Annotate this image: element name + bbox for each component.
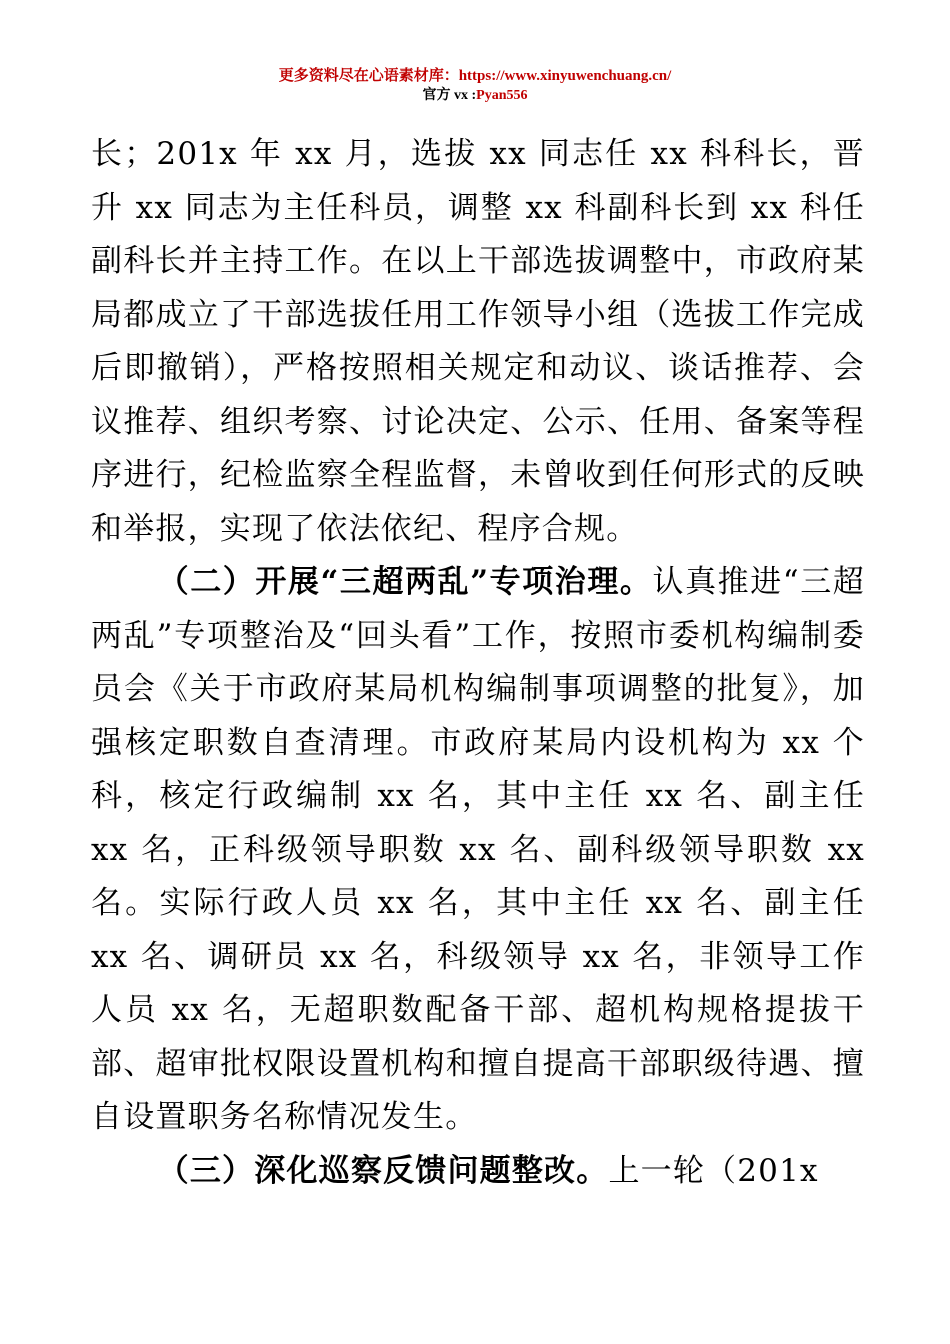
paragraph-3 <box>91 1145 865 1199</box>
header-promo-line: 更多资料尽在心语素材库：https://www.xinyuwenchuang.cn/ <box>278 68 672 84</box>
paragraph-2 <box>91 556 865 1145</box>
header-contact-label: 官方 vx : <box>422 88 477 103</box>
paragraph-1-text: 长；201x 年 xx 月，选拔 xx 同志任 xx 科科长，晋升 xx 同志为主任科员，调整 xx 科副科长到 xx 科任副科长并主持工作。在以上干部选拔调整中，市政府某局都成立了干部选拔任用工作领导小组（选拔工作完成后即撤销），严格按照相关规定和动议、谈话推荐、会议推荐、组织考察、讨论决定、公示、任用、备案等程序进行，纪检监察全程监督，未曾收到任何形式的反映和举报，实现了依法依纪、程序合规。 <box>91 136 865 547</box>
paragraph-1 <box>91 128 865 556</box>
paragraph-3-text: 上一轮（201x <box>608 1152 819 1189</box>
header-contact-id: Pyan556 <box>476 88 528 103</box>
paragraph-3-heading: （三）深化巡察反馈问题整改。 <box>157 1152 609 1189</box>
document-body <box>91 128 865 1198</box>
header-contact-line <box>0 86 950 106</box>
paragraph-2-text: 认真推进“三超两乱”专项整治及“回头看”工作，按照市委机构编制委员会《关于市政府某局机构编制事项调整的批复》，加强核定职数自查清理。市政府某局内设机构为 xx 个科，核定行政编制 xx 名，其中主任 xx 名、副主任 xx 名，正科级领导职数 xx 名、副科级领导职数 xx 名。实际行政人员 xx 名，其中主任 xx 名、副主任 xx 名、调研员 xx 名，科级领导 xx 名，非领导工作人员 xx 名，无超职数配备干部、超机构规格提拔干部、超审批权限设置机构和擅自提高干部职级待遇、擅自设置职务名称情况发生。 <box>91 564 865 1135</box>
page-header <box>0 66 950 106</box>
paragraph-2-heading: （二）开展“三超两乱”专项治理。 <box>157 564 653 600</box>
